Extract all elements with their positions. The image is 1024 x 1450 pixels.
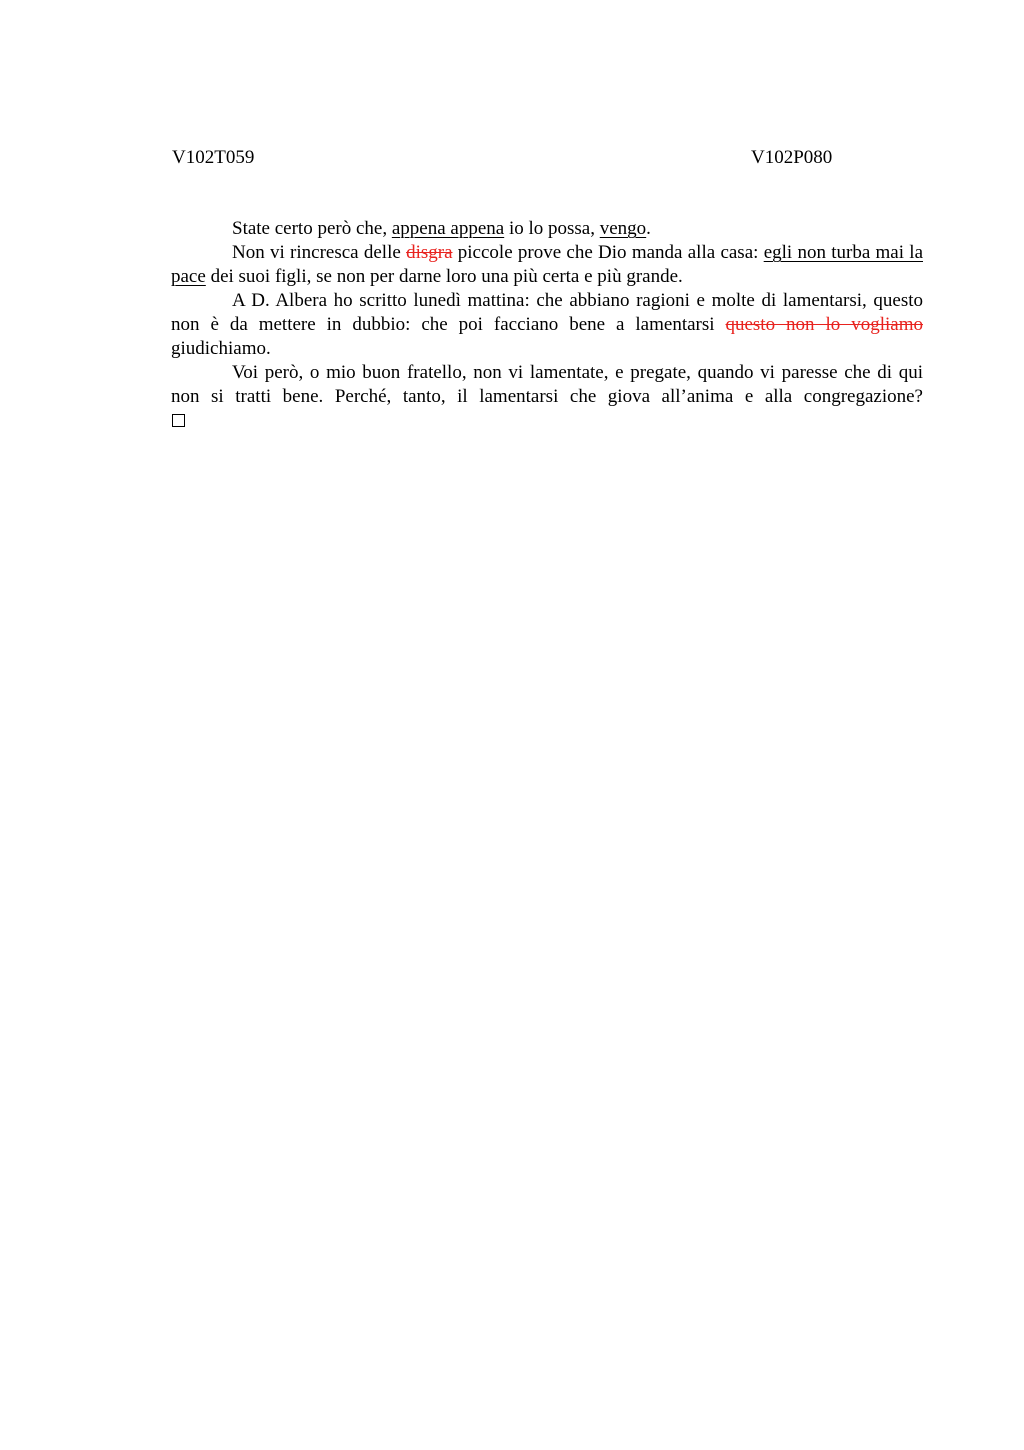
- header-left-code: V102T059: [172, 147, 255, 168]
- letter-body: [171, 217, 923, 427]
- deleted-text: questo non lo vogliamo: [725, 314, 923, 335]
- text-run: A D. Albera ho scritto lunedì mattina: che abbiano ragioni e molte di lamentarsi, questo non è da mettere in dubbio: che poi facciano bene a lamentarsi: [171, 290, 923, 335]
- underlined-text: egli non turba mai la pace: [171, 242, 923, 287]
- text-run: Non vi rincresca delle: [232, 242, 407, 263]
- header-right-code: V102P080: [751, 147, 833, 168]
- paragraph-4: [171, 361, 923, 409]
- paragraph-2: [171, 241, 923, 289]
- text-run: dei suoi figli, se non per darne loro una più certa e più grande.: [205, 266, 683, 287]
- text-run: giudichiamo.: [171, 338, 271, 359]
- underlined-text: appena appena: [391, 218, 505, 239]
- text-run: piccole prove che Dio manda alla casa:: [452, 242, 764, 263]
- text-run: State certo però che,: [232, 218, 392, 239]
- text-run: Voi però, o mio buon fratello, non vi lamentate, e pregate, quando vi paresse che di qui non si tratti bene. Perché, tanto, il lamentarsi che giova all’anima e alla congregazione?: [171, 362, 923, 407]
- underlined-text: vengo: [599, 218, 647, 239]
- text-run: io lo possa,: [504, 218, 600, 239]
- paragraph-3: [171, 289, 923, 361]
- text-run: .: [646, 218, 651, 239]
- deleted-text: disgra: [406, 242, 453, 263]
- paragraph-1: [171, 217, 923, 241]
- empty-square-icon: [172, 414, 185, 427]
